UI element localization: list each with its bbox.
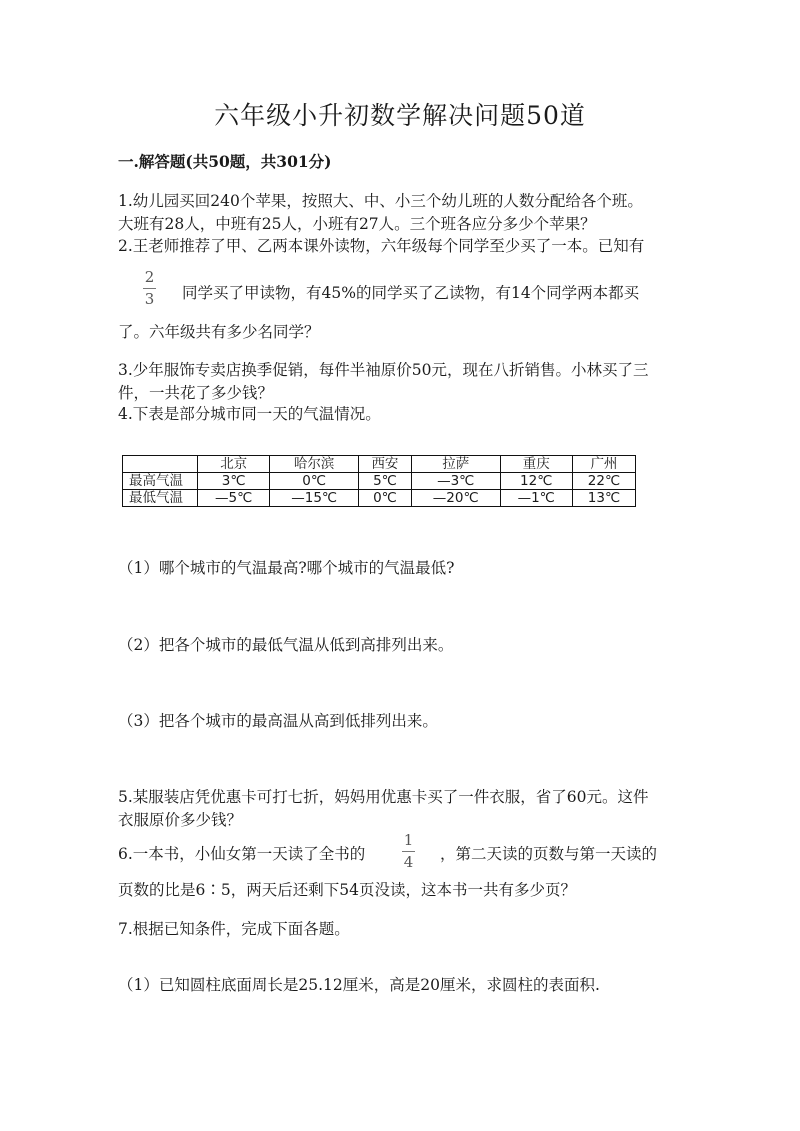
table-row-label: 最高气温 (123, 473, 198, 490)
q4-sub1: （1）哪个城市的气温最高?哪个城市的气温最低? (118, 559, 455, 577)
table-cell: 0℃ (358, 490, 411, 507)
table-cell: —3℃ (411, 473, 500, 490)
table-cell: 0℃ (270, 473, 359, 490)
q6-frac-numerator: 1 (403, 831, 414, 849)
table-cell: —15℃ (270, 490, 359, 507)
q6-line1-a: 6.一本书，小仙女第一天读了全书的 (118, 845, 366, 863)
section-heading: 一.解答题(共50题，共301分) (118, 152, 332, 171)
q3-line2: 件，一共花了多少钱？ (118, 384, 274, 402)
table-header-cell: 西安 (358, 456, 411, 473)
table-header-cell: 重庆 (500, 456, 572, 473)
q7-sub1: （1）已知圆柱底面周长是25.12厘米，高是20厘米，求圆柱的表面积. (118, 976, 600, 994)
q6-frac-denominator: 4 (403, 853, 414, 871)
table-row-label: 最低气温 (123, 490, 198, 507)
table-cell: 5℃ (358, 473, 411, 490)
q1-line1: 1.幼儿园买回240个苹果，按照大、中、小三个幼儿班的人数分配给各个班。 (118, 192, 643, 210)
table-header-cell: 拉萨 (411, 456, 500, 473)
temperature-table (122, 455, 636, 507)
q6-frac-bar (402, 851, 415, 852)
table-header-cell: 北京 (198, 456, 270, 473)
q4-sub2: （2）把各个城市的最低气温从低到高排列出来。 (118, 636, 454, 654)
q5-line1: 5.某服装店凭优惠卡可打七折，妈妈用优惠卡买了一件衣服，省了60元。这件 (118, 788, 649, 806)
table-header-cell: 哈尔滨 (270, 456, 359, 473)
table-row (123, 490, 636, 507)
table-cell: 13℃ (572, 490, 635, 507)
q2-fraction (143, 268, 156, 308)
q4-sub3: （3）把各个城市的最高温从高到低排列出来。 (118, 712, 438, 730)
q2-frac-denominator: 3 (144, 290, 155, 308)
q2-frac-numerator: 2 (144, 268, 155, 286)
q4-intro: 4.下表是部分城市同一天的气温情况。 (118, 405, 381, 423)
table-cell: —1℃ (500, 490, 572, 507)
table-cell: 22℃ (572, 473, 635, 490)
q1-line2: 大班有28人，中班有25人，小班有27人。三个班各应分多少个苹果？ (118, 215, 596, 233)
q3-line1: 3.少年服饰专卖店换季促销，每件半袖原价50元，现在八折销售。小林买了三 (118, 361, 649, 379)
q2-line1: 2.王老师推荐了甲、乙两本课外读物，六年级每个同学至少买了一本。已知有 (118, 237, 645, 255)
q6-line1-b: ，第二天读的页数与第一天读的 (440, 845, 658, 863)
page-title: 六年级小升初数学解决问题50道 (214, 101, 586, 130)
table-cell: —5℃ (198, 490, 270, 507)
q6-fraction (402, 831, 415, 871)
q2-frac-bar (143, 288, 156, 289)
q7-intro: 7.根据已知条件，完成下面各题。 (118, 920, 350, 938)
q2-line2: 同学买了甲读物，有45%的同学买了乙读物，有14个同学两本都买 (182, 284, 640, 302)
table-cell: 3℃ (198, 473, 270, 490)
table-header-cell (123, 456, 198, 473)
table-header-row (123, 456, 636, 473)
table-cell: 12℃ (500, 473, 572, 490)
q5-line2: 衣服原价多少钱？ (118, 811, 243, 829)
q2-line3: 了。六年级共有多少名同学？ (118, 323, 320, 341)
table-header-cell: 广州 (572, 456, 635, 473)
table-cell: —20℃ (411, 490, 500, 507)
table-row (123, 473, 636, 490)
q6-line2: 页数的比是6∶5，两天后还剩下54页没读，这本书一共有多少页？ (118, 881, 576, 899)
